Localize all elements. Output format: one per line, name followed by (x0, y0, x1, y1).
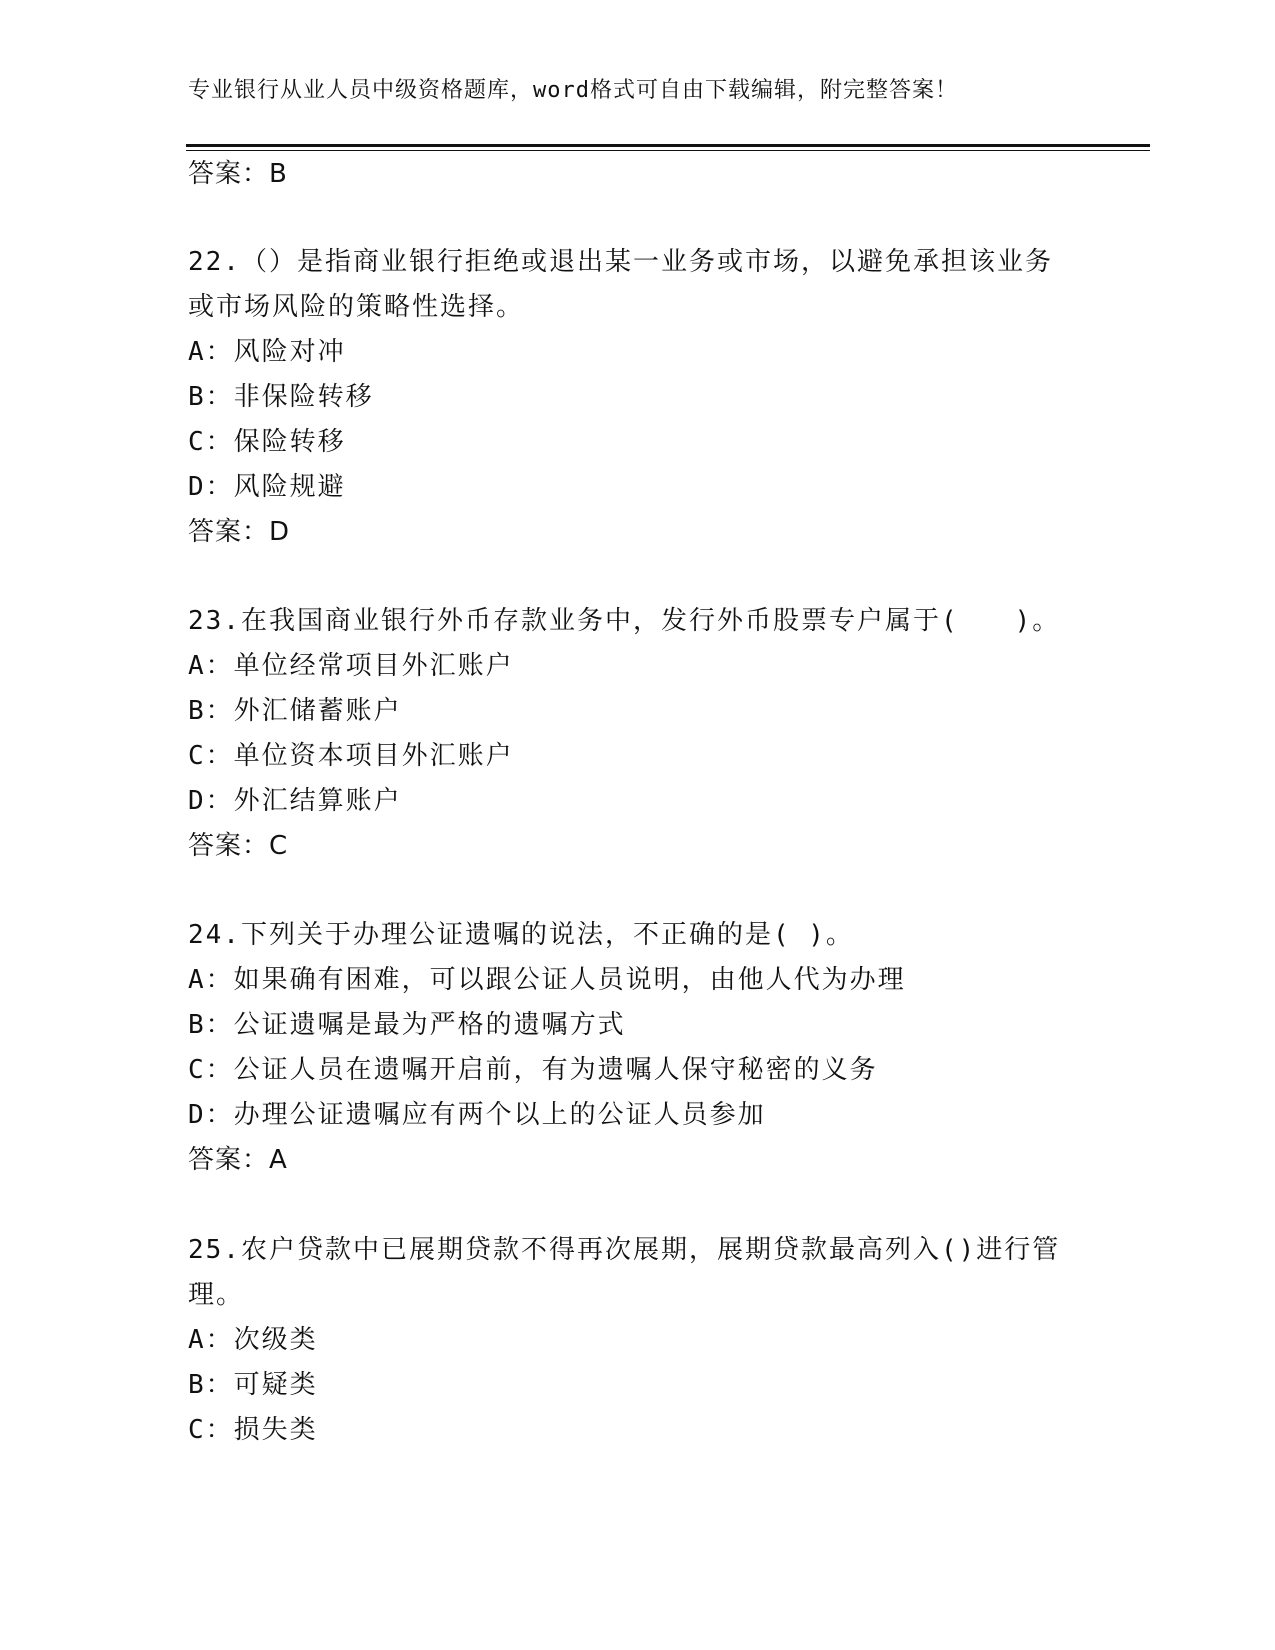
question-23-option-a: A：单位经常项目外汇账户 (188, 651, 514, 681)
question-24-stem-line-1: 24.下列关于办理公证遗嘱的说法，不正确的是( )。 (188, 920, 854, 950)
page-header: 专业银行从业人员中级资格题库，word格式可自由下载编辑，附完整答案！ (188, 78, 958, 103)
question-25-option-b: B：可疑类 (188, 1370, 318, 1400)
question-22-stem-line-1: 22.（）是指商业银行拒绝或退出某一业务或市场，以避免承担该业务 (188, 247, 1053, 277)
question-22-option-c: C：保险转移 (188, 427, 346, 457)
question-24-option-a: A：如果确有困难，可以跟公证人员说明，由他人代为办理 (188, 965, 906, 995)
answer-prev: 答案：B (188, 159, 288, 189)
header-rule-thick (186, 144, 1150, 147)
header-rule-thin (186, 150, 1150, 151)
question-23-answer: 答案：C (188, 831, 289, 861)
question-23-stem-line-1: 23.在我国商业银行外币存款业务中，发行外币股票专户属于( )。 (188, 606, 1061, 636)
question-25-stem-line-2: 理。 (188, 1280, 245, 1310)
question-22-answer: 答案：D (188, 517, 291, 547)
question-23-option-b: B：外汇储蓄账户 (188, 696, 402, 726)
question-22-option-d: D：风险规避 (188, 472, 346, 502)
question-22-option-b: B：非保险转移 (188, 382, 374, 412)
question-25-option-a: A：次级类 (188, 1325, 318, 1355)
question-22-option-a: A：风险对冲 (188, 337, 346, 367)
question-24-answer: 答案：A (188, 1145, 288, 1175)
question-22-stem-line-2: 或市场风险的策略性选择。 (188, 292, 525, 322)
question-23-option-c: C：单位资本项目外汇账户 (188, 741, 514, 771)
question-24-option-b: B：公证遗嘱是最为严格的遗嘱方式 (188, 1010, 626, 1040)
question-23-option-d: D：外汇结算账户 (188, 786, 402, 816)
question-25-option-c: C：损失类 (188, 1415, 318, 1445)
question-25-stem-line-1: 25.农户贷款中已展期贷款不得再次展期，展期贷款最高列入()进行管 (188, 1235, 1061, 1265)
question-24-option-d: D：办理公证遗嘱应有两个以上的公证人员参加 (188, 1100, 766, 1130)
question-24-option-c: C：公证人员在遗嘱开启前，有为遗嘱人保守秘密的义务 (188, 1055, 878, 1085)
